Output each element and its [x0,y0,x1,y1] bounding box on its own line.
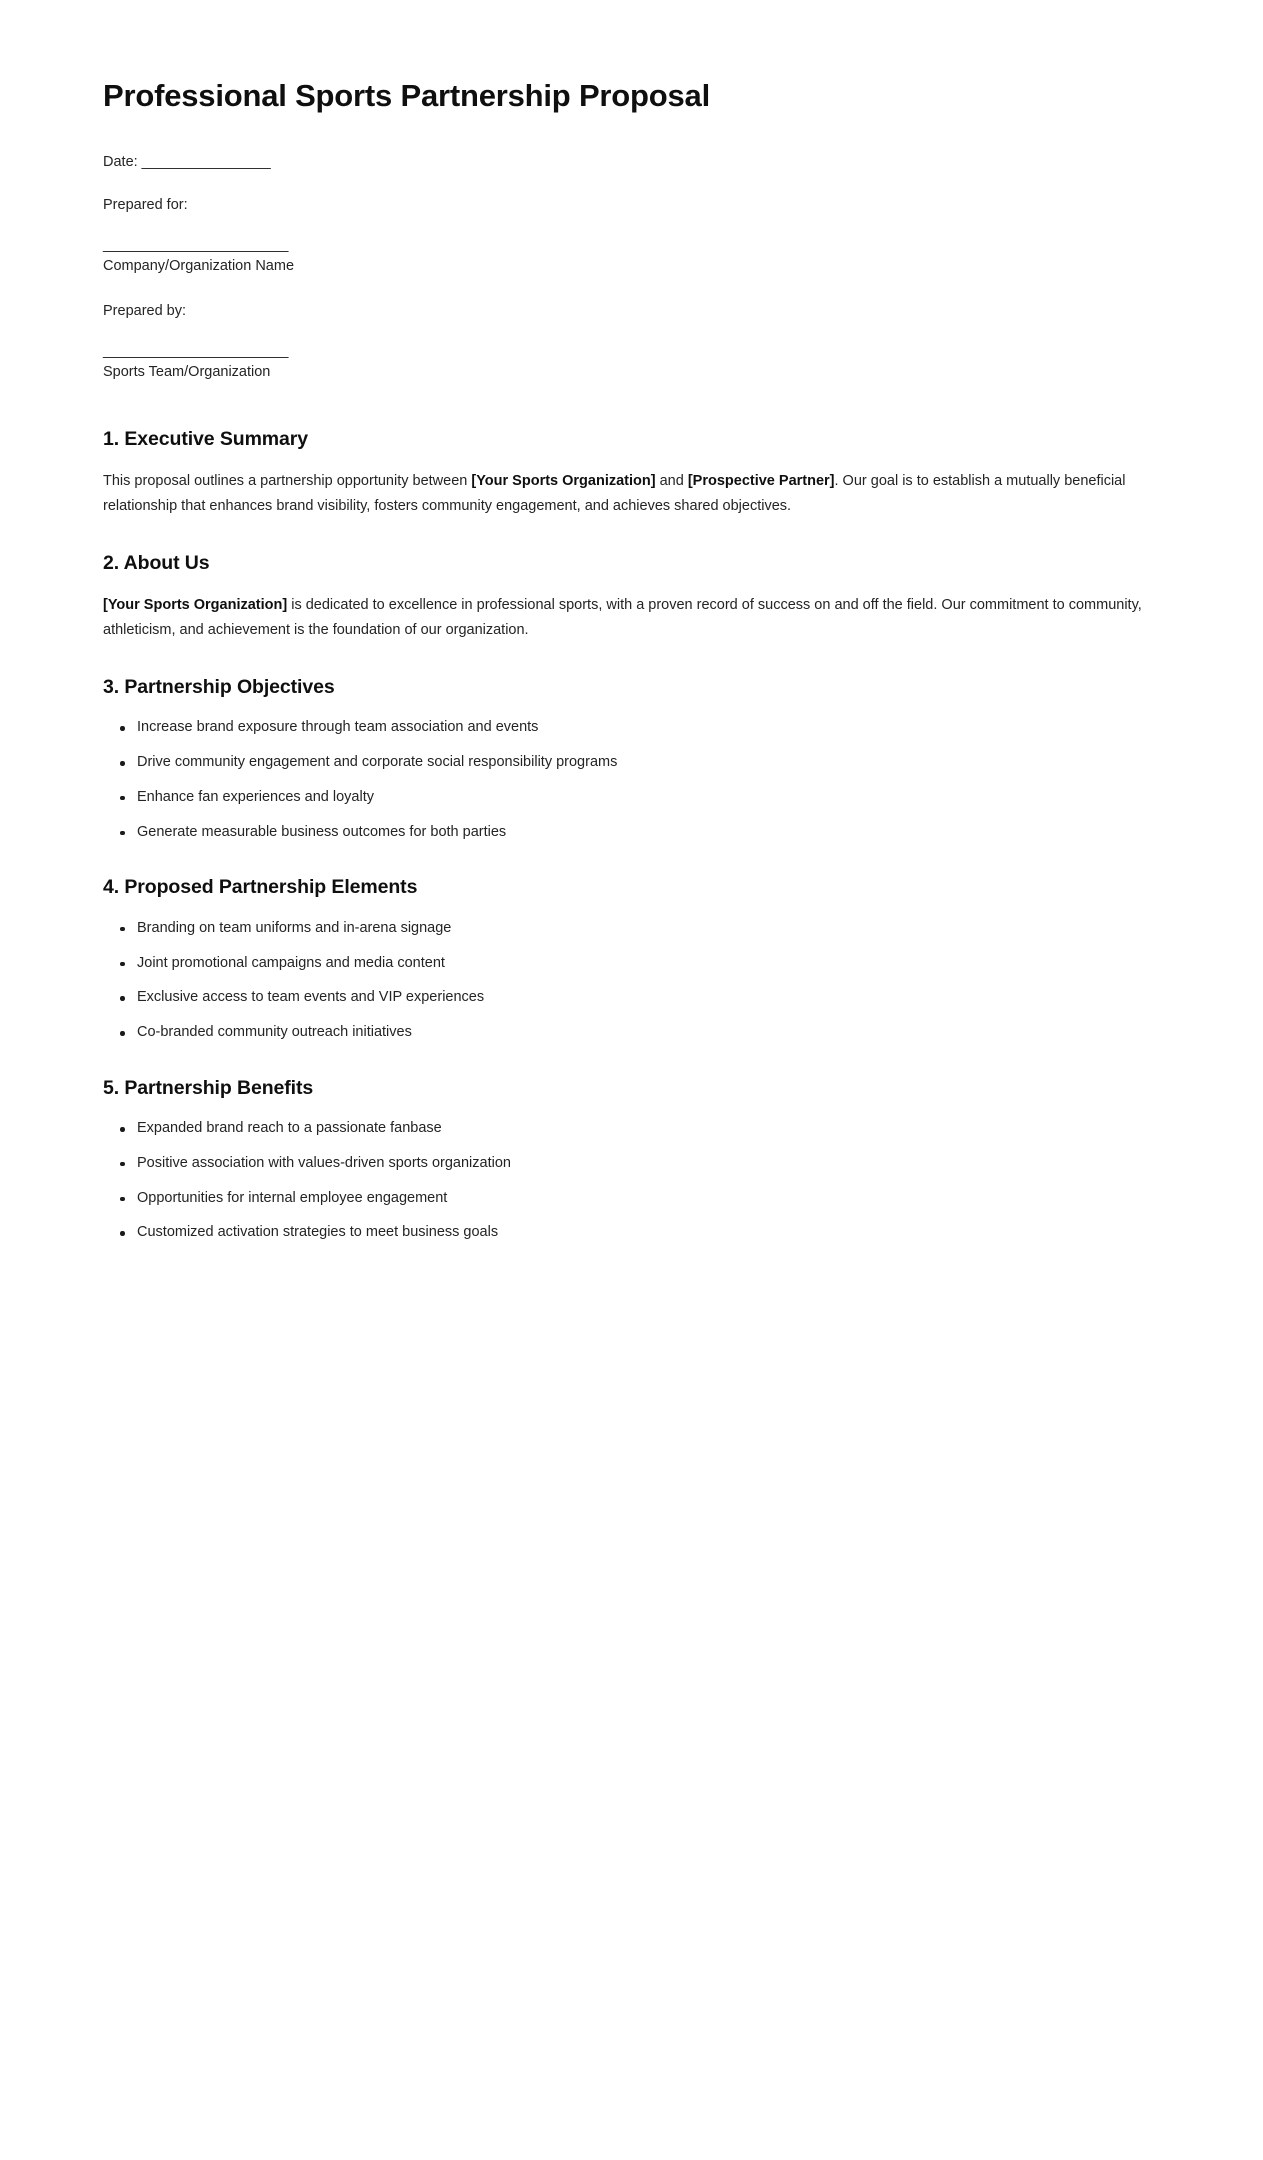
list-item: Joint promotional campaigns and media content [137,953,1163,975]
list-item: Drive community engagement and corporate social responsibility programs [137,752,1163,774]
page-title: Professional Sports Partnership Proposal [103,78,710,113]
placeholder-token: [Prospective Partner] [687,472,835,489]
prepared-by-signature-rule[interactable]: _______________________ [103,342,289,359]
prepared-by-caption: Sports Team/Organization [103,363,271,380]
list-item: Increase brand exposure through team association and events [137,717,1163,739]
placeholder-token: [Your Sports Organization] [103,597,288,614]
prepared-for-signature-rule[interactable]: _______________________ [103,236,289,253]
list-item: Opportunities for internal employee engagement [137,1188,1163,1210]
section-paragraph [103,593,1163,643]
section-heading: 4. Proposed Partnership Elements [103,876,418,899]
list-item: Co-branded community outreach initiatives [137,1022,1163,1044]
paragraph-text: is dedicated to excellence in professional sports, with a proven record of success on and off the field. Our commitment to community, athleticism, and achievement is the foundation of our organization. [103,597,1142,639]
list-item: Customized activation strategies to meet business goals [137,1222,1163,1244]
section-paragraph [103,469,1163,519]
list-item: Expanded brand reach to a passionate fanbase [137,1118,1163,1140]
list-item: Enhance fan experiences and loyalty [137,787,1163,809]
prepared-for-caption: Company/Organization Name [103,257,295,274]
paragraph-text: . Our goal is to establish a mutually beneficial relationship that enhances brand visibility, fosters community engagement, and achieves shared objectives. [103,472,1126,514]
date-field-line[interactable]: Date: ________________ [103,153,271,170]
document-header-meta [103,152,1163,383]
section-heading: 1. Executive Summary [103,427,309,450]
section-heading: 3. Partnership Objectives [103,676,335,699]
list-item: Generate measurable business outcomes for both parties [137,822,1163,844]
placeholder-token: [Your Sports Organization] [471,472,656,489]
document-section [103,551,1163,643]
section-bullet-list [103,918,1163,1044]
section-heading: 2. About Us [103,551,210,574]
list-item: Exclusive access to team events and VIP experiences [137,987,1163,1009]
document-section [103,1076,1163,1244]
section-bullet-list [103,717,1163,843]
document-section [103,675,1163,843]
list-item: Branding on team uniforms and in-arena signage [137,918,1163,940]
paragraph-text: and [655,472,688,489]
prepared-by-label: Prepared by: [103,302,187,319]
paragraph-text: This proposal outlines a partnership opportunity between [103,472,472,489]
document-section [103,875,1163,1043]
document-section [103,427,1163,519]
section-heading: 5. Partnership Benefits [103,1076,314,1099]
list-item: Positive association with values-driven sports organization [137,1153,1163,1175]
section-bullet-list [103,1118,1163,1244]
prepared-for-label: Prepared for: [103,196,188,213]
document-sections [103,427,1163,1245]
